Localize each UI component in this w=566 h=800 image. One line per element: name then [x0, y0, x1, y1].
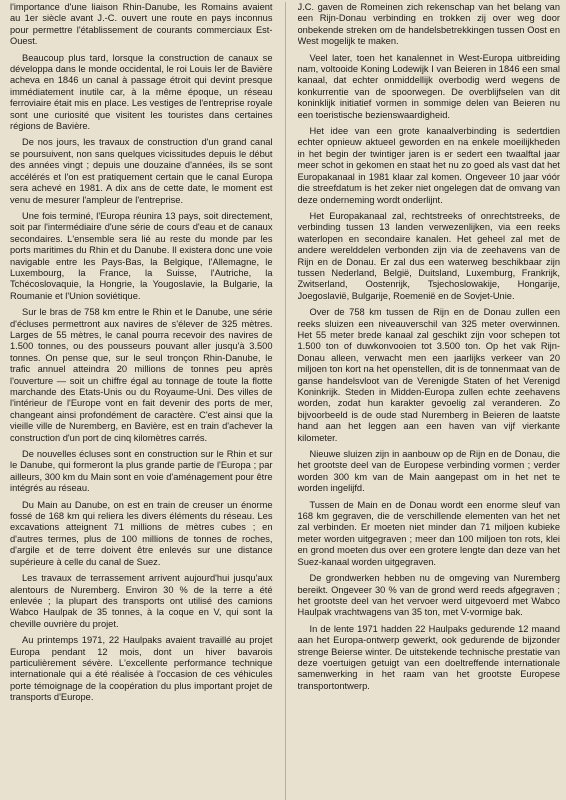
paragraph: Veel later, toen het kanalennet in West-Europa uitbreiding nam, voltooide Koning Lodewijk I van Beieren in 1846 een smal kanaal, dat echter onmiddellijk overbodig werd wegens de konkurrentie van de spoorwegen. De overblijfselen van dit koninklijk initiatief vormen in sommige delen van Beieren nu een toeristische bezienswaardigheid. [297, 52, 560, 120]
paragraph: Over de 758 km tussen de Rijn en de Donau zullen een reeks sluizen een niveauverschil van 325 meter overwinnen. Het 55 meter brede kanaal zal geschikt zijn voor schepen tot 1.500 ton of duwkonvooien tot 3.500 ton. Op het vak Rijn-Donau alleen, verwacht men een jaarlijks verkeer van 20 miljoen ton kort na het openstellen, dit is de tonnenmaat van de ganse handelsvloot van de Verenigde Staten of het Verenigd Koninkrijk. Steden in Midden-Europa zullen echte zeehavens worden, zodat hun karakter gevoelig zal veranderen. Zo bijvoorbeeld is de oude stad Nuremberg in Beieren de laatste hand aan het leggen aan een haven van vijf vierkante kilometer. [297, 307, 560, 443]
paragraph: De nouvelles écluses sont en construction sur le Rhin et sur le Danube, qui formeront la plus grande partie de l'Europa ; par ailleurs, 300 km du Main sont en voie d'aménagement pour être intégrés au réseau. [10, 449, 273, 494]
paragraph: De grondwerken hebben nu de omgeving van Nuremberg bereikt. Ongeveer 30 % van de grond werd reeds afgegraven ; het grootste deel van het vervoer werd uitgevoerd met Wabco Haulpak vrachtwagens van 35 ton, met V-vormige bak. [297, 573, 560, 618]
paragraph: Sur le bras de 758 km entre le Rhin et le Danube, une série d'écluses permettront aux navires de s'élever de 325 mètres. Larges de 55 mètres, le canal pourra recevoir des navires de 1.500 tonnes, ou des pousseurs pouvant aller jusqu'à 3.500 tonnes. On pense que, sur le seul tronçon Rhin-Danube, le trafic annuel atteindra 20 millions de tonnes peu après l'ouverture — soit un chiffre égal au tonnage de toute la flotte marchande des Etats-Unis ou du Royaume-Uni. Des villes de l'intérieur de l'Europe vont en fait devenir des ports de mer, changeant ainsi profondément de caractère. C'est ainsi que la vieille ville de Nuremberg, en Bavière, est en train d'achever la construction d'un port de cinq kilomètres carrés. [10, 307, 273, 443]
column-divider [285, 2, 286, 800]
paragraph: Nieuwe sluizen zijn in aanbouw op de Rijn en de Donau, die het grootste deel van de Europese verbinding vormen ; verder worden 300 km van de Main aangepast om in het net te worden ingelijfd. [297, 449, 560, 494]
paragraph: In de lente 1971 hadden 22 Haulpaks gedurende 12 maand aan het Europa-ontwerp gewerkt, ook gedurende de bijzonder strenge Beierse winter. De uitstekende technische prestatie van deze voertuigen getuigt van een doeltreffende internationale samenwerking in het raam van het grootste Europese transportontwerp. [297, 623, 560, 691]
paragraph: Het Europakanaal zal, rechtstreeks of onrechtstreeks, de verbinding tussen 13 landen verwezenlijken, via een reeks waterlopen en secondaire kanalen. Het geheel zal met de andere werelddelen verbonden zijn via de zeehavens van de Rijn en de Donau. Er zal dus een waterweg beschikbaar zijn tussen Nederland, België, Duitsland, Luxemburg, Frankrijk, Zwitserland, Oostenrijk, Tsjechoslowakije, Hongarije, Joegoslavië, Bulgarije, Roemenië en de Sovjet-Unie. [297, 210, 560, 301]
paragraph: Tussen de Main en de Donau wordt een enorme sleuf van 168 km gegraven, die de verschillende elementen van het net zal verbinden. Er moeten niet minder dan 71 miljoen kubieke meter worden uitgegraven ; meer dan 100 miljoen ton rots, klei en grond moeten dus over een grotere lengte dan deze van het Suez-kanaal worden uitgegraven. [297, 499, 560, 567]
dutch-column [298, 2, 561, 800]
paragraph: Het idee van een grote kanaalverbinding is sedertdien echter opnieuw aktueel geworden en na enkele moeilijkheden in het begin der twintiger jaren is er sedert een twaalftal jaar meer schot in gekomen en staat het nu zo goed als vast dat het Europakanaal in 1981 klaar zal komen. Ongeveer 10 jaar vóór die streefdatum is het zeker niet ongelegen dat de omvang van deze onderneming wordt onderlijnt. [297, 126, 560, 205]
paragraph: Les travaux de terrassement arrivent aujourd'hui jusqu'aux alentours de Nuremberg. Environ 30 % de la terre a été enlevée ; la plupart des transports ont utilisé des camions Wabco Haulpak de 35 tonnes, à la coque en V, qui sont la cheville ouvrière du projet. [10, 573, 273, 629]
french-column [10, 2, 273, 800]
paragraph: Une fois terminé, l'Europa réunira 13 pays, soit directement, soit par l'intermédiaire d'une série de cours d'eau et de canaux secondaires. L'ensemble sera lié au reste du monde par les ports maritimes du Rhin et du Danube. Il existera donc une voie navigable entre les Pays-Bas, la Belgique, l'Allemagne, le Luxembourg, la France, la Suisse, l'Autriche, la Tchécoslovaquie, la Hongrie, la Yougoslavie, la Bulgarie, la Roumanie et l'Union soviétique. [10, 210, 273, 301]
paragraph: J.C. gaven de Romeinen zich rekenschap van het belang van een Rijn-Donau verbinding en trokken zij over weg door onbekende streken om de handelsbetrekkingen tussen Oost en West mogelijk te maken. [297, 2, 560, 47]
paragraph: De nos jours, les travaux de construction d'un grand canal se poursuivent, non sans quelques vicissitudes depuis le début des années vingt ; depuis une douzaine d'années, ils se sont accélérés et l'on est pratiquement certain que le canal Europa sera achevé en 1981. A dix ans de cette date, le moment est venu de mesurer l'ampleur de l'entreprise. [10, 137, 273, 205]
paragraph: Beaucoup plus tard, lorsque la construction de canaux se développa dans le monde occidental, le roi Louis Ier de Bavière acheva en 1846 un canal à passage étroit qui devint presque immédiatement inutile car, à la même époque, un réseau ferroviaire était mis en place. Les vestiges de l'entreprise royale sont une curiosité que visitent les touristes dans certaines régions de Bavière. [10, 52, 273, 132]
paragraph: Du Main au Danube, on est en train de creuser un énorme fossé de 168 km qui reliera les divers éléments du réseau. Les excavations atteignent 71 millions de mètres cubes ; en d'autres termes, plus de 100 millions de tonnes de roches, d'argile et de terre doivent être enlevés sur une distance supérieure à celle du canal de Suez. [10, 499, 273, 567]
paragraph: Au printemps 1971, 22 Haulpaks avaient travaillé au projet Europa pendant 12 mois, dont un hiver bavarois particulièrement sévère. L'excellente performance technique internationale qui a été réalisée à l'occasion de ces véhicules porte témoignage de la coopération du plus important projet de transports d'Europe. [10, 635, 273, 703]
paragraph: l'importance d'une liaison Rhin-Danube, les Romains avaient au 1er siècle avant J.-C. ouvert une route en pays inconnus pour permettre l'établissement de courants commerciaux Est-Ouest. [10, 2, 273, 47]
